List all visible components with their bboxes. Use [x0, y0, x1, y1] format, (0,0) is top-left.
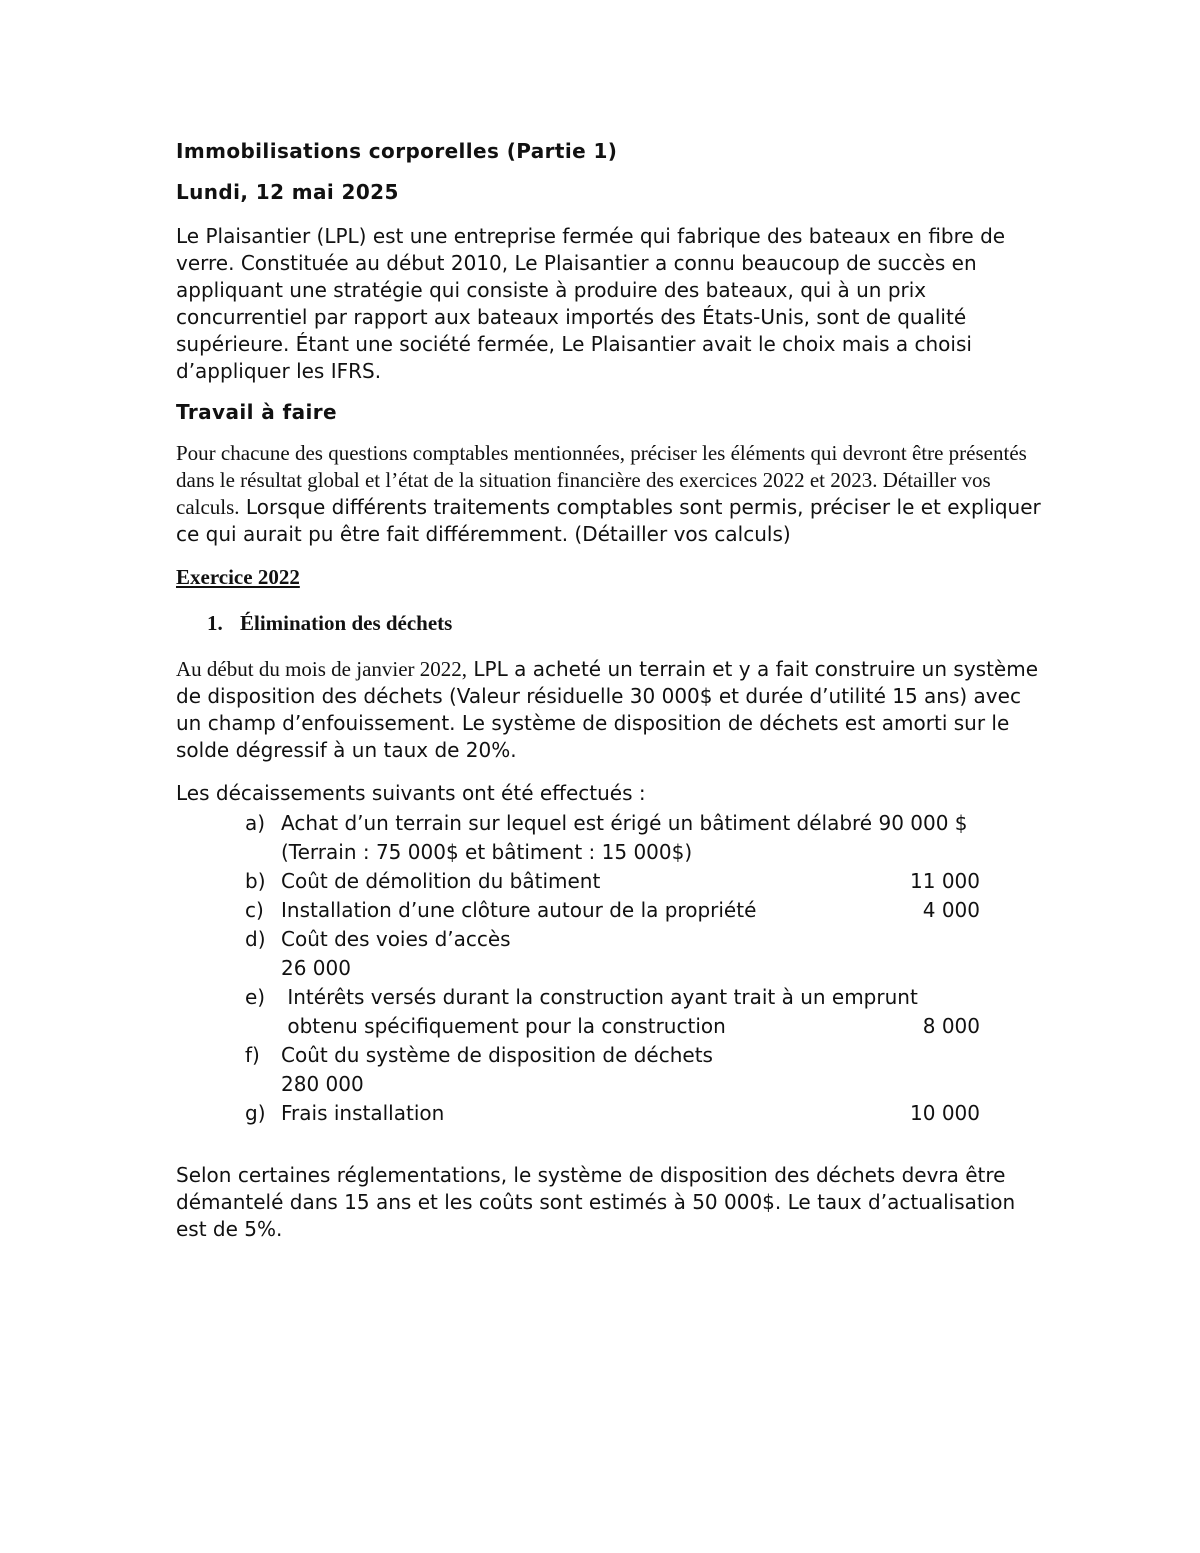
item-text-line2: 26 000	[281, 956, 351, 980]
item-text-line2: 280 000	[281, 1072, 364, 1096]
document-title: Immobilisations corporelles (Partie 1)	[176, 139, 618, 163]
item-letter: e)	[245, 985, 266, 1009]
section-heading	[207, 610, 1046, 637]
list-item	[176, 925, 1046, 983]
item-amount: 4 000	[922, 898, 980, 922]
document-date: Lundi, 12 mai 2025	[176, 180, 399, 204]
item-text: Frais installation	[281, 1101, 445, 1125]
document-body	[176, 138, 1046, 1243]
item-text: Intérêts versés durant la construction ayant trait à un emprunt	[281, 985, 918, 1009]
item-text: Achat d’un terrain sur lequel est érigé un bâtiment délabré 90 000 $	[281, 811, 968, 835]
list-item	[176, 983, 1046, 1041]
item-amount: 10 000	[910, 1101, 980, 1125]
exercise-title: Exercice 2022	[176, 565, 300, 589]
purchase-text-sans: LPL a acheté un terrain et y a fait construire un système de disposition des déchets (Valeur résiduelle 30 000$ et durée d’utilité 15 ans) avec un champ d’enfouissement. Le système de disposition de déchets est amorti sur le solde dégressif à un taux de 20%.	[176, 657, 1039, 762]
item-text: Coût des voies d’accès	[281, 927, 511, 951]
section-number: 1.	[207, 611, 223, 635]
task-text-sans: Lorsque différents traitements comptables sont permis, préciser le et expliquer ce qui aurait pu être fait différemment. (Détailler vos calculs)	[176, 495, 1041, 546]
item-letter: a)	[245, 811, 266, 835]
intro-paragraph: Le Plaisantier (LPL) est une entreprise fermée qui fabrique des bateaux en fibre de verre. Constituée au début 2010, Le Plaisantier a connu beaucoup de succès en appliquant une stratégie qui consiste à produire des bateaux, qui à un prix concurrentiel par rapport aux bateaux importés des États-Unis, sont de qualité supérieure. Étant une société fermée, Le Plaisantier avait le choix mais a choisi d’appliquer les IFRS.	[176, 224, 1006, 383]
disbursements-intro: Les décaissements suivants ont été effectués :	[176, 781, 646, 805]
item-amount: 8 000	[922, 1014, 980, 1038]
list-item	[176, 1099, 1046, 1128]
item-letter: c)	[245, 898, 264, 922]
list-item	[176, 1041, 1046, 1099]
list-item	[176, 896, 1046, 925]
item-letter: d)	[245, 927, 266, 951]
purchase-paragraph	[176, 656, 1046, 764]
purchase-text-serif: Au début du mois de janvier 2022,	[176, 657, 468, 681]
item-letter: g)	[245, 1101, 266, 1125]
task-heading: Travail à faire	[176, 400, 337, 424]
section-title: Élimination des déchets	[240, 611, 453, 635]
item-letter: b)	[245, 869, 266, 893]
item-text: Coût du système de disposition de déchets	[281, 1043, 713, 1067]
item-text: Installation d’une clôture autour de la propriété	[281, 898, 757, 922]
item-letter: f)	[245, 1043, 260, 1067]
list-item	[176, 809, 1046, 867]
task-paragraph	[176, 440, 1046, 548]
item-amount: 11 000	[910, 869, 980, 893]
dismantling-paragraph: Selon certaines réglementations, le système de disposition des déchets devra être démantelé dans 15 ans et les coûts sont estimés à 50 000$. Le taux d’actualisation est de 5%.	[176, 1163, 1016, 1241]
disbursement-list	[176, 809, 1046, 1128]
item-text-line2: (Terrain : 75 000$ et bâtiment : 15 000$)	[281, 840, 693, 864]
list-item	[176, 867, 1046, 896]
task-text-serif: Pour chacune des questions comptables mentionnées, préciser les éléments qui devront être présentés dans le résultat global et l’état de la situation financière des exercices 2022 et 2023. Détailler vos calculs.	[176, 441, 1027, 519]
item-text: Coût de démolition du bâtiment	[281, 869, 601, 893]
item-text-line2: obtenu spécifiquement pour la construction	[281, 1014, 726, 1038]
